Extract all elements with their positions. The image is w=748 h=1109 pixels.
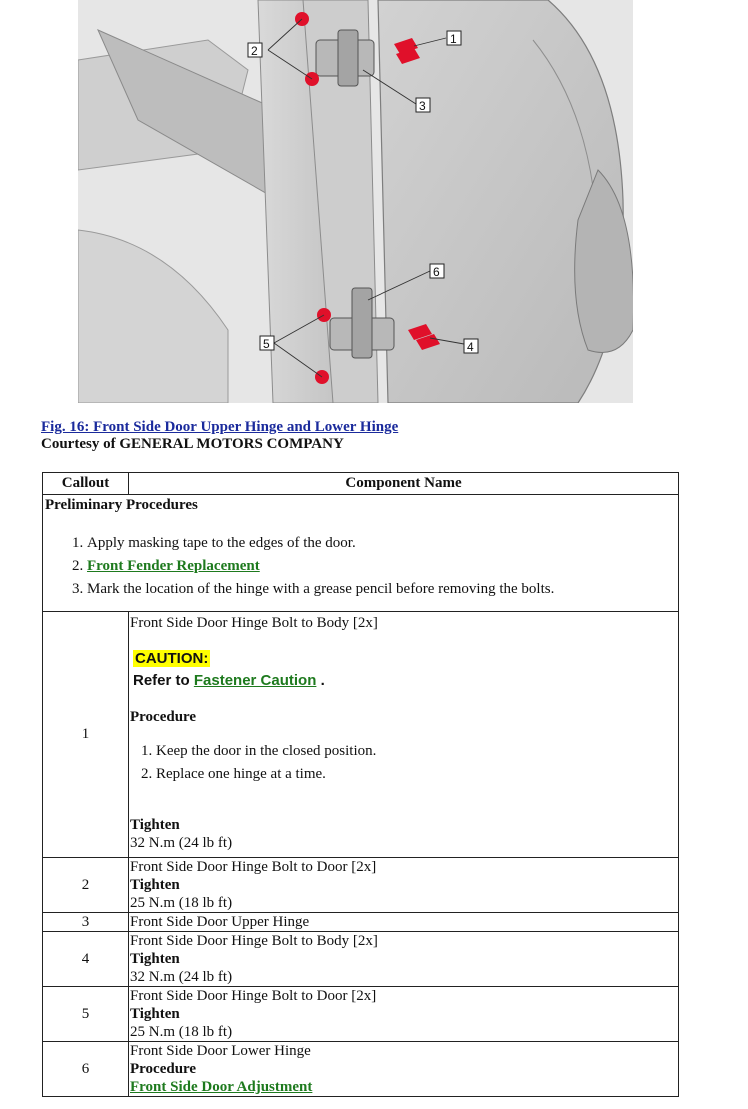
procedure-link-wrap-6 (130, 1078, 678, 1096)
callout-3-label: 3 (419, 99, 426, 113)
tighten-title-5: Tighten (130, 1006, 180, 1022)
caution-reference (133, 672, 678, 690)
tighten-value-4: 32 N.m (24 lb ft) (130, 969, 233, 985)
row-component-6 (129, 1042, 679, 1097)
row-callout-5: 5 (43, 987, 129, 1042)
table-row (43, 932, 679, 987)
preliminary-cell (43, 495, 679, 612)
callout-6-label: 6 (433, 265, 440, 279)
row-component-4 (129, 932, 679, 987)
callout-2-label: 2 (251, 44, 258, 58)
hinge-diagram (78, 0, 633, 403)
preliminary-step-3: 3. Mark the location of the hinge with a grease pencil before removing the bolts. (87, 578, 676, 601)
tighten-title-1: Tighten (130, 817, 180, 833)
procedure-title-1: Procedure (130, 709, 197, 725)
callout-5 (260, 336, 274, 351)
figure-title-link[interactable]: Fig. 16: Front Side Door Upper Hinge and Lower Hinge (41, 419, 399, 435)
procedure-steps-1 (130, 740, 678, 786)
component-name-4: Front Side Door Hinge Bolt to Body [2x] (130, 933, 378, 949)
callout-6 (430, 264, 444, 279)
row-callout-3: 3 (43, 913, 129, 932)
tighten-title-4: Tighten (130, 951, 180, 967)
caution-block (133, 650, 678, 690)
tighten-value-1: 32 N.m (24 lb ft) (130, 835, 233, 851)
front-side-door-adjustment-link[interactable]: Front Side Door Adjustment (130, 1079, 313, 1095)
header-component-name: Component Name (129, 473, 679, 495)
header-callout: Callout (43, 473, 129, 495)
hinge-diagram-svg (78, 0, 633, 403)
table-row (43, 913, 679, 932)
figure-caption (41, 419, 398, 453)
caution-label: CAUTION: (135, 650, 209, 667)
preliminary-row (43, 495, 679, 612)
row-callout-6: 6 (43, 1042, 129, 1097)
table-row (43, 612, 679, 858)
row-component-3 (129, 913, 679, 932)
procedure-step-2: 2. Replace one hinge at a time. (156, 763, 678, 786)
component-name-5: Front Side Door Hinge Bolt to Door [2x] (130, 988, 377, 1004)
component-name-1: Front Side Door Hinge Bolt to Body [2x] (130, 615, 378, 631)
preliminary-steps (45, 532, 676, 601)
table-row (43, 987, 679, 1042)
preliminary-step-1: 1. Apply masking tape to the edges of the door. (87, 532, 676, 555)
callout-3 (416, 98, 430, 113)
front-fender-replacement-link[interactable]: Front Fender Replacement (87, 558, 260, 574)
preliminary-step-2 (87, 555, 676, 578)
table-row (43, 858, 679, 913)
callout-5-label: 5 (263, 337, 270, 351)
row-component-5 (129, 987, 679, 1042)
figure-courtesy: Courtesy of GENERAL MOTORS COMPANY (41, 436, 344, 452)
row-component-1 (129, 612, 679, 858)
procedure-title-6: Procedure (130, 1061, 197, 1077)
row-component-2 (129, 858, 679, 913)
callout-table (42, 472, 679, 1097)
callout-4 (464, 339, 478, 354)
component-name-6: Front Side Door Lower Hinge (130, 1043, 311, 1059)
row-callout-1: 1 (43, 612, 129, 858)
component-name-3: Front Side Door Upper Hinge (130, 914, 310, 930)
callout-2 (248, 43, 262, 58)
callout-1 (447, 31, 461, 46)
table-row (43, 1042, 679, 1097)
callout-1-label: 1 (450, 32, 457, 46)
fastener-caution-link[interactable]: Fastener Caution (193, 672, 317, 689)
preliminary-title: Preliminary Procedures (45, 497, 198, 513)
row-callout-4: 4 (43, 932, 129, 987)
tighten-value-5: 25 N.m (18 lb ft) (130, 1024, 233, 1040)
component-name-2: Front Side Door Hinge Bolt to Door [2x] (130, 859, 377, 875)
row-callout-2: 2 (43, 858, 129, 913)
procedure-step-1: 1. Keep the door in the closed position. (156, 740, 678, 763)
tighten-value-2: 25 N.m (18 lb ft) (130, 895, 233, 911)
tighten-title-2: Tighten (130, 877, 180, 893)
table-header-row (43, 473, 679, 495)
callout-4-label: 4 (467, 340, 474, 354)
caution-prefix: Refer to (133, 672, 190, 689)
caution-suffix: . (320, 672, 325, 689)
